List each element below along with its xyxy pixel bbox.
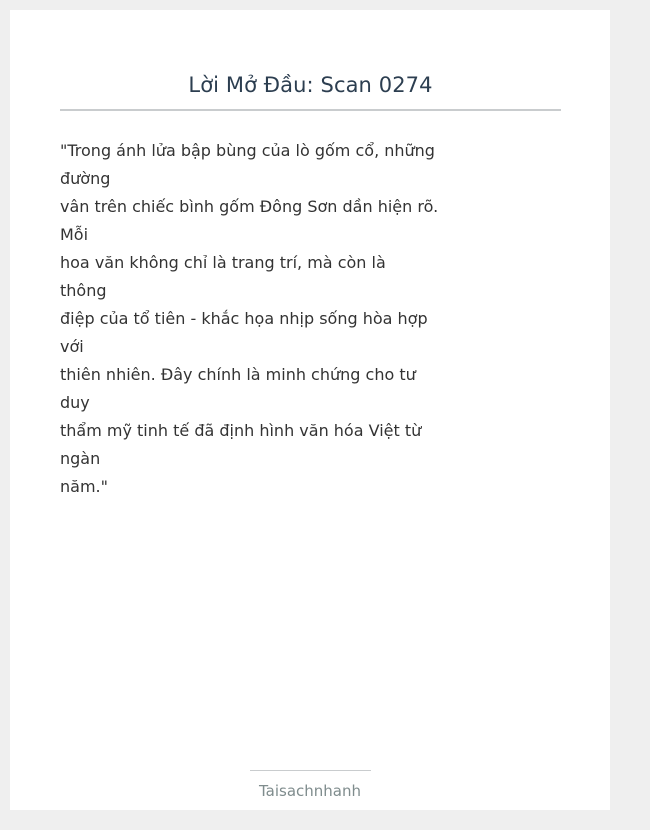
body-line: ngàn (60, 449, 101, 468)
body-line: Mỗi (60, 225, 89, 244)
body-line: với (60, 337, 84, 356)
body-line: vân trên chiếc bình gốm Đông Sơn dần hiện rõ. (60, 197, 439, 216)
body-paragraph (60, 137, 439, 501)
body-line: hoa văn không chỉ là trang trí, mà còn là (60, 253, 386, 272)
page-title: Lời Mở Đầu: Scan 0274 (188, 73, 433, 97)
body-line: thông (60, 281, 107, 300)
body-line: "Trong ánh lửa bập bùng của lò gốm cổ, những (60, 141, 435, 160)
body-line: năm." (60, 477, 108, 496)
title-divider (60, 109, 561, 111)
footer-divider (250, 770, 371, 771)
body-line: đường (60, 169, 111, 188)
footer-source: Taisachnhanh (258, 782, 362, 800)
body-line: thẩm mỹ tinh tế đã định hình văn hóa Việt từ (60, 421, 422, 440)
body-line: duy (60, 393, 90, 412)
body-line: điệp của tổ tiên - khắc họa nhịp sống hòa hợp (60, 309, 428, 328)
document-page (10, 10, 610, 810)
body-line: thiên nhiên. Đây chính là minh chứng cho tư (60, 365, 416, 384)
